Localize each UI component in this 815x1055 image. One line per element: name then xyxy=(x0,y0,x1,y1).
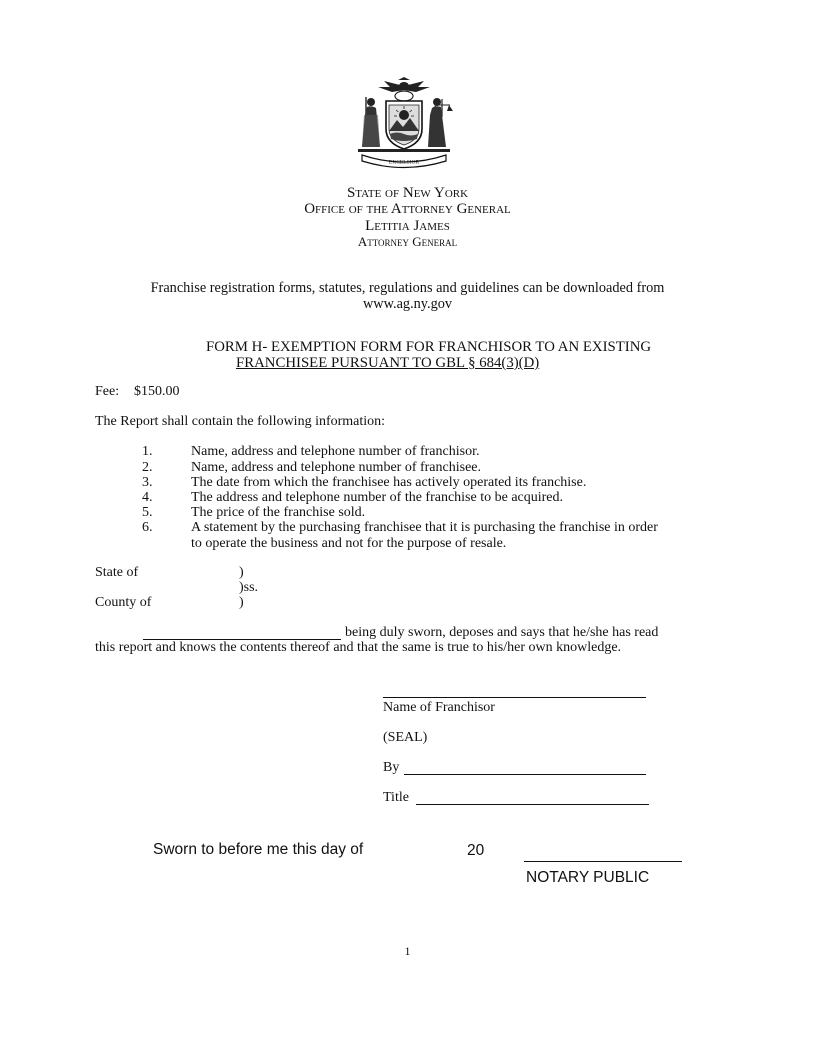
title-label: Title xyxy=(383,790,409,805)
year-prefix: 20 xyxy=(467,842,485,859)
fee-label: Fee: xyxy=(95,384,120,399)
list-item: The date from which the franchisee has actively operated its franchise. xyxy=(191,475,587,490)
list-item: The address and telephone number of the franchise to be acquired. xyxy=(191,490,564,505)
list-item-number: 3. xyxy=(142,475,153,490)
list-item-number: 2. xyxy=(142,460,153,475)
header-state: State of New York xyxy=(346,185,469,201)
sworn-text: Sworn to before me this day of xyxy=(153,841,364,858)
seal-label: (SEAL) xyxy=(383,730,428,745)
list-item: Name, address and telephone number of franchisor. xyxy=(191,444,480,459)
state-of-label: State of xyxy=(95,565,139,580)
header-office: Office of the Attorney General xyxy=(304,201,511,217)
list-item: Name, address and telephone number of franchisee. xyxy=(191,460,481,475)
seal-motto-text: EXCELSIOR xyxy=(388,159,420,166)
fee-amount: $150.00 xyxy=(134,384,180,399)
franchisor-name-line[interactable] xyxy=(383,697,646,698)
notary-public-label: NOTARY PUBLIC xyxy=(526,869,650,886)
county-of-label: County of xyxy=(95,595,152,610)
venue-paren-top: ) xyxy=(239,565,244,580)
intro-website-link[interactable]: www.ag.ny.gov xyxy=(362,296,453,312)
header-attorney-title: Attorney General xyxy=(357,234,458,249)
list-item: The price of the franchise sold. xyxy=(191,505,366,520)
list-item-number: 5. xyxy=(142,505,153,520)
venue-paren-bottom: ) xyxy=(239,595,244,610)
eagle-icon xyxy=(378,77,430,92)
by-label: By xyxy=(383,760,400,775)
by-signature-line[interactable] xyxy=(404,774,646,775)
notary-signature-line[interactable] xyxy=(524,861,682,862)
name-of-franchisor-label: Name of Franchisor xyxy=(383,700,495,715)
state-seal-logo xyxy=(354,77,454,169)
oath-text-line2: this report and knows the contents thereof and that the same is true to his/her own knowledge. xyxy=(95,640,622,655)
form-title-line2: FRANCHISEE PURSUANT TO GBL § 684(3)(D) xyxy=(236,355,540,371)
shield-icon xyxy=(386,101,422,149)
page-number: 1 xyxy=(404,944,411,958)
list-item-continuation: to operate the business and not for the purpose of resale. xyxy=(191,536,507,551)
oath-text-line1: being duly sworn, deposes and says that he/she has read xyxy=(345,625,659,640)
report-intro-text: The Report shall contain the following information: xyxy=(95,414,386,429)
header-attorney-name: Letitia James xyxy=(365,218,450,234)
list-item-number: 4. xyxy=(142,490,153,505)
list-item-number: 1. xyxy=(142,444,153,459)
intro-text-line1: Franchise registration forms, statutes, regulations and guidelines can be downloaded from xyxy=(150,280,665,296)
justice-figure-icon xyxy=(428,98,453,147)
form-title-line1: FORM H- EXEMPTION FORM FOR FRANCHISOR TO AN EXISTING xyxy=(206,339,652,355)
venue-ss: )ss. xyxy=(239,580,259,595)
liberty-figure-icon xyxy=(362,97,380,147)
title-signature-line[interactable] xyxy=(416,804,649,805)
list-item-number: 6. xyxy=(142,520,153,535)
list-item: A statement by the purchasing franchisee that it is purchasing the franchise in order xyxy=(191,520,658,535)
